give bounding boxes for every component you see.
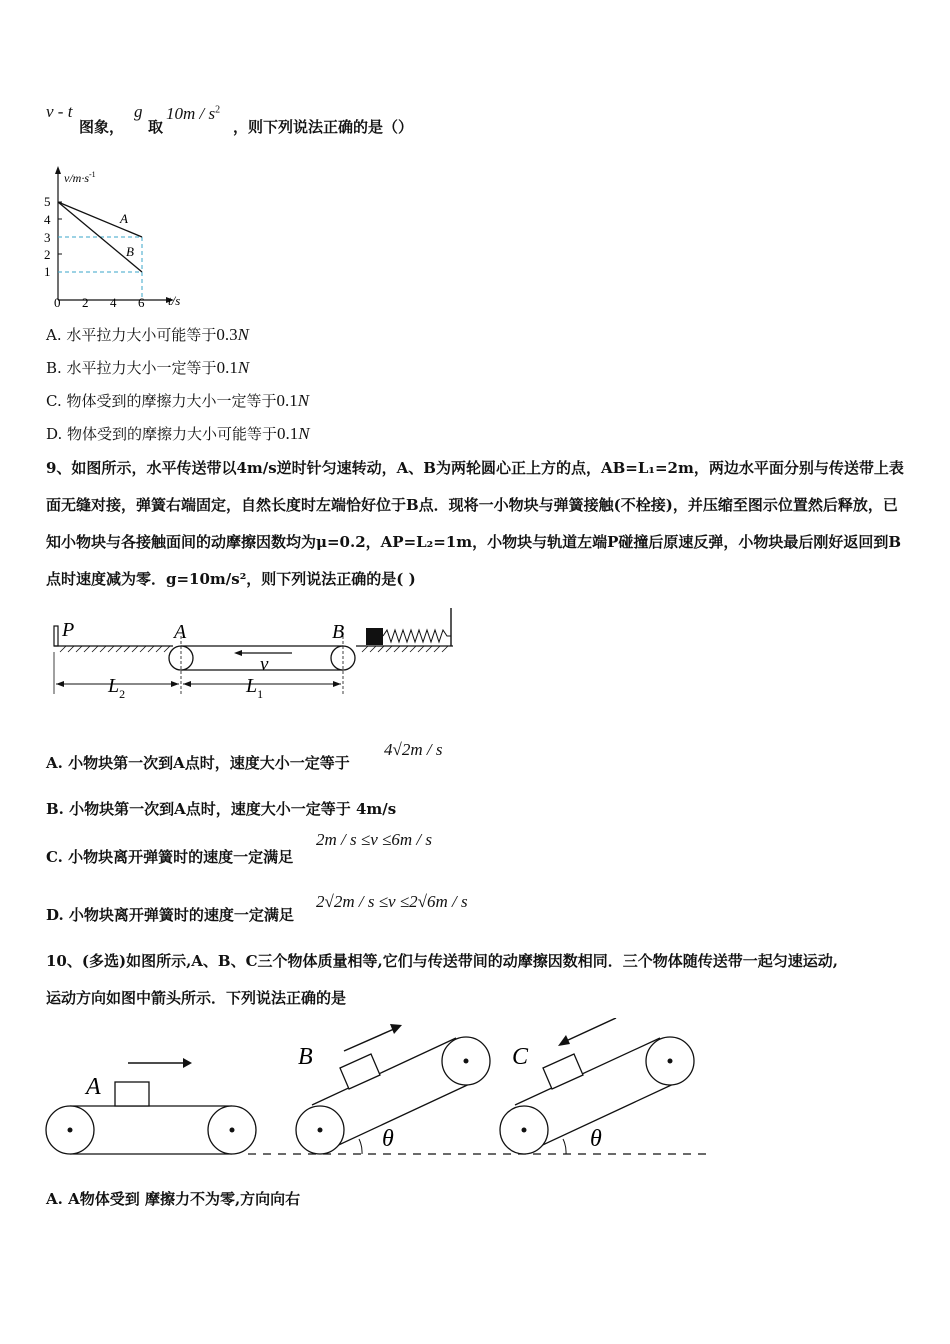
q8-g-value: $10m / s^2$ bbox=[166, 104, 221, 123]
q8-option-a[interactable]: A. 水平拉力大小可能等于0.3N bbox=[46, 325, 249, 344]
q10-stem-line2: 运动方向如图中箭头所示．下列说法正确的是 bbox=[46, 989, 347, 1007]
block-c bbox=[543, 1054, 583, 1089]
graph-x-tick: 2 bbox=[82, 295, 89, 310]
q8-intro-text1: 图象， bbox=[79, 118, 125, 136]
graph-x-tick: 4 bbox=[110, 295, 117, 310]
label-b: B bbox=[298, 1044, 313, 1070]
q9-conveyor-figure bbox=[48, 604, 460, 704]
left-ground-hatch bbox=[60, 646, 170, 652]
belt-a bbox=[46, 1058, 256, 1154]
arrow-c bbox=[566, 1018, 616, 1041]
graph-label-a: A bbox=[120, 211, 128, 226]
graph-y-tick: 3 bbox=[44, 230, 51, 245]
q9-option-b[interactable]: B. 小物块第一次到A点时，速度大小一定等于 4m/s bbox=[46, 800, 397, 818]
graph-y-tick: 1 bbox=[44, 264, 51, 279]
right-ground-hatch bbox=[362, 646, 448, 652]
block bbox=[366, 628, 383, 645]
q8-option-d[interactable]: D. 物体受到的摩擦力大小可能等于0.1N bbox=[46, 424, 310, 443]
q10-option-a[interactable]: A. A物体受到 摩擦力不为零,方向向右 bbox=[46, 1190, 301, 1208]
q9-stem: 9、如图所示，水平传送带以4m/s逆时针匀速转动，A、B为两轮圆心正上方的点，AB=L₁=2m，两边水平面分别与传送带上表面无缝对接，弹簧右端固定，自然长度时左端恰好位于B点．现将一小物块与弹簧接触(不栓接)，并压缩至图示位置然后释放，已知小物块与各接触面间的动摩擦因数均为μ=0.2，AP=L₂=1m，小物块与轨道左端P碰撞后原速反弹，小物块最后刚好返回到B点时速度减为零．g=10m/s²，则下列说法正确的是( ) bbox=[46, 459, 904, 588]
q8-vt-symbol: v - t bbox=[46, 102, 73, 121]
label-p: P bbox=[62, 619, 75, 641]
q8-option-b[interactable]: B. 水平拉力大小一定等于0.1N bbox=[46, 358, 250, 377]
q10-stem-line1: 10、(多选)如图所示,A、B、C三个物体质量相等,它们与传送带间的动摩擦因数相同．三个物体随传送带一起匀速运动, bbox=[46, 952, 838, 970]
q8-g-symbol: g bbox=[134, 102, 143, 121]
label-c: C bbox=[512, 1044, 529, 1070]
label-theta2: θ bbox=[590, 1126, 602, 1152]
label-theta1: θ bbox=[382, 1126, 394, 1152]
q8-take-text: 取 bbox=[148, 118, 164, 136]
graph-y-tick: 2 bbox=[44, 247, 51, 262]
graph-y-arrow bbox=[55, 166, 61, 174]
graph-x-tick: 0 bbox=[54, 295, 61, 310]
graph-x-tick: 6 bbox=[138, 295, 145, 310]
block-a bbox=[115, 1082, 149, 1106]
q10-conveyor-figure bbox=[40, 1018, 720, 1168]
label-l1: $L_1$ bbox=[246, 675, 264, 701]
graph-x-label: t/s bbox=[168, 293, 181, 308]
spring bbox=[383, 630, 451, 642]
label-a: A bbox=[174, 621, 187, 643]
label-v: v bbox=[260, 654, 269, 675]
graph-y-tick: 5 bbox=[44, 194, 51, 209]
graph-line-a bbox=[58, 202, 142, 237]
label-l2: $L_2$ bbox=[108, 675, 126, 701]
graph-y-tick: 4 bbox=[44, 212, 51, 227]
q8-vt-graph bbox=[40, 162, 200, 312]
graph-y-label: $v/m\cdot s^{-1}$ bbox=[64, 170, 96, 185]
label-a: A bbox=[86, 1074, 101, 1100]
graph-label-b: B bbox=[126, 244, 134, 259]
wall-p bbox=[54, 626, 58, 646]
q8-intro-text2: ，则下列说法正确的是（） bbox=[233, 118, 414, 136]
block-b bbox=[340, 1054, 380, 1089]
label-b: B bbox=[332, 621, 345, 643]
arrow-b bbox=[344, 1029, 394, 1051]
q8-option-c[interactable]: C. 物体受到的摩擦力大小一定等于0.1N bbox=[46, 391, 310, 410]
